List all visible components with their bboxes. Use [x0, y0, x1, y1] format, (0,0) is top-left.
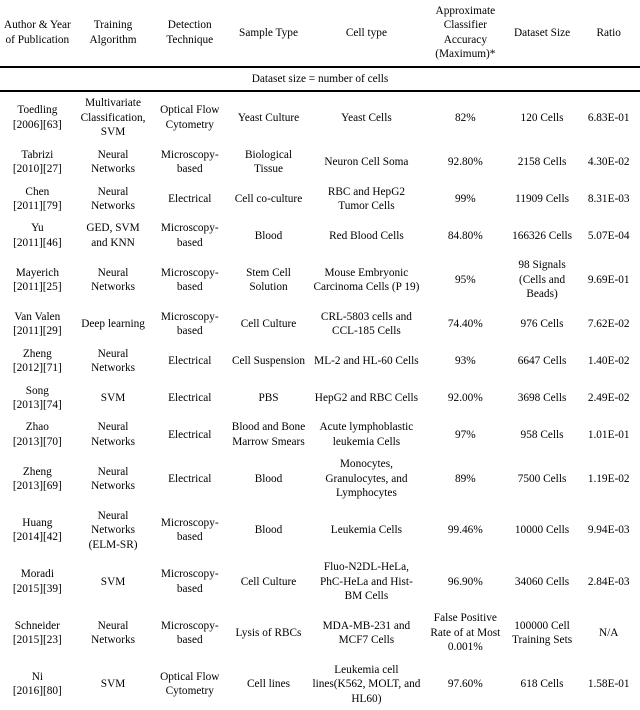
author-refs: [2013][69]: [12, 480, 62, 492]
table-row: [0, 453, 640, 504]
cell-author: [0, 181, 75, 218]
cell-accuracy: 93%: [454, 354, 476, 367]
cell-detection: Microscopy-based: [160, 516, 219, 544]
cell-sample: Blood and Bone Marrow Smears: [231, 421, 306, 448]
table-header: [0, 0, 640, 66]
cell-algorithm: Neural Networks: [91, 266, 136, 294]
author-name: Toedling: [17, 104, 58, 117]
cell-ratio: 7.62E-02: [587, 317, 630, 330]
cell-size: 34060 Cells: [514, 575, 570, 588]
author-name: Ni: [31, 670, 43, 683]
cell-algorithm: Neural Networks: [91, 148, 136, 176]
cell-author: [0, 217, 75, 254]
cell-celltype: Monocytes, Granulocytes, and Lymphocytes: [325, 458, 408, 500]
cell-sample: Stem Cell Solution: [246, 266, 291, 294]
cell-ratio: 1.58E-01: [587, 678, 630, 691]
author-name: Zheng: [22, 347, 52, 360]
cell-ratio: N/A: [598, 626, 619, 639]
header-line: Year of: [5, 19, 71, 46]
cell-ratio: 2.84E-03: [587, 575, 630, 588]
section-label: Dataset size = number of cells: [251, 72, 389, 85]
column-header-cell-type: Cell type: [345, 26, 387, 39]
cell-ratio: 9.94E-03: [587, 524, 630, 537]
header-line: Training: [93, 19, 133, 32]
cell-sample: Cell Culture: [240, 575, 297, 588]
author-refs: [2012][71]: [12, 362, 62, 375]
cell-size: 10000 Cells: [514, 524, 570, 537]
cell-accuracy: False Positive Rate of at Most 0.001%: [430, 612, 501, 654]
cell-size: 120 Cells: [520, 111, 564, 124]
author-refs: [2014][42]: [12, 531, 62, 544]
cell-sample: Cell Culture: [240, 317, 297, 330]
author-refs: [2013][74]: [12, 398, 62, 411]
cell-celltype: Acute lymphoblastic leukemia Cells: [319, 421, 414, 448]
cell-ratio: 1.40E-02: [587, 354, 630, 367]
cell-accuracy: 84.80%: [447, 229, 483, 242]
author-name: Van Valen: [14, 310, 61, 323]
table-row: [0, 380, 640, 417]
cell-detection: Microscopy-based: [160, 148, 219, 176]
author-refs: [2011][79]: [13, 199, 62, 212]
cell-ratio: 4.30E-02: [587, 155, 630, 168]
column-header-accuracy: [424, 0, 507, 66]
cell-accuracy: 97%: [454, 428, 476, 441]
cell-algorithm: Neural Networks: [91, 465, 136, 492]
cell-ratio: 2.49E-02: [587, 391, 630, 404]
author-refs: [2011][46]: [13, 236, 62, 249]
table-row: [0, 306, 640, 343]
cell-algorithm: Multivariate Classification, SVM: [80, 97, 146, 139]
header-line: Author &: [3, 19, 48, 32]
author-refs: [2011][25]: [13, 281, 62, 294]
cell-sample: Blood: [254, 229, 283, 242]
cell-author: [0, 556, 75, 607]
cell-detection: Microscopy-based: [160, 266, 219, 294]
cell-celltype: RBC and HepG2 Tumor Cells: [327, 185, 406, 212]
cell-celltype: Fluo-N2DL-HeLa, PhC-HeLa and Hist-BM Cells: [319, 561, 413, 602]
author-refs: [2010][27]: [12, 163, 62, 176]
cell-celltype: Mouse Embryonic Carcinoma Cells (P 19): [313, 266, 420, 294]
cell-size: 166326 Cells: [512, 229, 573, 242]
cell-ratio: 8.31E-03: [587, 192, 630, 205]
cell-detection: Microscopy-based: [160, 568, 219, 595]
author-name: Moradi: [20, 568, 54, 581]
author-refs: [2015][39]: [12, 582, 62, 595]
cell-detection: Electrical: [168, 428, 212, 441]
cell-algorithm: Neural Networks: [91, 347, 136, 375]
cell-size: 98 Signals (Cells and Beads): [518, 259, 566, 301]
cell-author: [0, 659, 75, 710]
column-header-detection-technique: [151, 0, 228, 66]
author-name: Yu: [31, 222, 44, 235]
author-name: Chen: [25, 185, 50, 198]
cell-algorithm: Deep learning: [81, 317, 145, 330]
author-name: Tabrizi: [21, 148, 54, 161]
cell-celltype: HepG2 and RBC Cells: [314, 391, 419, 404]
author-name: Schneider: [14, 619, 60, 632]
table-row: [0, 343, 640, 380]
author-name: Mayerich: [15, 266, 59, 279]
cell-algorithm: Neural Networks: [91, 421, 136, 448]
section-span-row: [0, 68, 640, 90]
table-row: [0, 254, 640, 305]
cell-sample: Biological Tissue: [244, 148, 293, 176]
column-header-ratio: Ratio: [596, 26, 621, 39]
cell-celltype: Red Blood Cells: [329, 229, 404, 242]
cell-sample: Blood: [254, 472, 283, 485]
cell-ratio: 1.19E-02: [587, 472, 630, 485]
header-line: Classifier: [443, 19, 487, 32]
table-row: [0, 144, 640, 181]
cell-size: 7500 Cells: [517, 472, 567, 485]
cell-accuracy: 89%: [454, 472, 476, 485]
author-name: Song: [25, 384, 49, 397]
cell-sample: Yeast Culture: [237, 111, 300, 124]
cell-ratio: 1.01E-01: [587, 428, 630, 441]
cell-author: [0, 505, 75, 556]
cell-author: [0, 92, 75, 143]
cell-algorithm: Neural Networks (ELM-SR): [88, 509, 138, 551]
table-row: [0, 92, 640, 143]
cell-size: 6647 Cells: [517, 354, 567, 367]
column-header-dataset-size: [507, 0, 578, 66]
cell-algorithm: Neural Networks: [91, 619, 136, 647]
table-row: [0, 556, 640, 607]
header-line: Accuracy: [443, 33, 487, 46]
cell-accuracy: 82%: [454, 111, 476, 124]
column-header-training-algorithm: [75, 0, 152, 66]
cell-accuracy: 99%: [454, 192, 476, 205]
cell-author: [0, 380, 75, 417]
header-line: Approximate: [435, 5, 496, 17]
header-line: Publication: [17, 33, 70, 46]
cell-accuracy: 99.46%: [447, 524, 483, 537]
table-body: [0, 66, 640, 710]
table-row: [0, 659, 640, 710]
cell-celltype: MDA-MB-231 and MCF7 Cells: [322, 619, 411, 647]
header-line: Size: [550, 26, 571, 39]
cell-size: 3698 Cells: [517, 391, 567, 404]
cell-algorithm: SVM: [100, 391, 126, 404]
cell-sample: Cell Suspension: [231, 354, 306, 367]
cell-ratio: 6.83E-01: [587, 111, 630, 124]
cell-detection: Optical Flow Cytometry: [160, 104, 220, 131]
cell-accuracy: 96.90%: [447, 575, 483, 588]
cell-author: [0, 607, 75, 658]
cell-author: [0, 416, 75, 453]
cell-detection: Microscopy-based: [160, 222, 219, 249]
column-header-sample-type: Sample Type: [239, 26, 298, 39]
cell-size: 100000 Cell Training Sets: [511, 619, 573, 647]
table-row: [0, 505, 640, 556]
cell-size: 976 Cells: [520, 317, 564, 330]
cell-ratio: 9.69E-01: [587, 273, 630, 286]
table-row: [0, 416, 640, 453]
column-header-author: [0, 0, 75, 66]
author-refs: [2006][63]: [12, 118, 62, 131]
table-row: [0, 607, 640, 658]
table-row: [0, 181, 640, 218]
cell-author: [0, 144, 75, 181]
cell-size: 2158 Cells: [517, 155, 567, 168]
cell-accuracy: 97.60%: [447, 678, 483, 691]
header-line: Algorithm: [89, 33, 137, 46]
cell-author: [0, 343, 75, 380]
cell-detection: Electrical: [168, 391, 212, 404]
author-refs: [2013][70]: [12, 435, 62, 448]
cell-sample: Cell co-culture: [234, 192, 303, 205]
author-refs: [2015][23]: [12, 634, 62, 647]
cell-accuracy: 92.80%: [447, 155, 483, 168]
cell-celltype: Yeast Cells: [341, 111, 392, 124]
cell-detection: Electrical: [168, 472, 212, 485]
header-line: Technique: [166, 33, 214, 46]
cell-algorithm: SVM: [100, 575, 126, 588]
table-row: [0, 217, 640, 254]
cell-accuracy: 74.40%: [447, 317, 483, 330]
cell-ratio: 5.07E-04: [587, 229, 630, 242]
cell-algorithm: GED, SVM and KNN: [86, 222, 140, 249]
cell-accuracy: 92.00%: [447, 391, 483, 404]
cell-celltype: CRL-5803 cells and CCL-185 Cells: [320, 310, 412, 338]
cell-celltype: Leukemia Cells: [330, 524, 403, 537]
cell-sample: Lysis of RBCs: [235, 626, 302, 639]
cell-size: 11909 Cells: [515, 192, 569, 205]
cell-sample: PBS: [258, 391, 279, 404]
cell-detection: Microscopy-based: [160, 619, 219, 647]
header-line: Dataset: [513, 26, 548, 39]
cell-detection: Microscopy-based: [160, 310, 219, 338]
author-name: Zheng: [22, 465, 52, 478]
author-refs: [2011][29]: [13, 325, 62, 338]
cell-algorithm: SVM: [100, 678, 126, 691]
cell-sample: Cell lines: [247, 678, 290, 691]
cell-celltype: Neuron Cell Soma: [324, 155, 409, 168]
cell-algorithm: Neural Networks: [91, 185, 136, 212]
cell-detection: Optical Flow Cytometry: [160, 670, 220, 698]
cell-accuracy: 95%: [454, 273, 476, 286]
cell-author: [0, 254, 75, 305]
author-name: Zhao: [25, 421, 49, 434]
header-line: Detection: [167, 19, 212, 32]
cell-author: [0, 453, 75, 504]
cell-celltype: ML-2 and HL-60 Cells: [314, 354, 419, 367]
header-line: (Maximum)*: [435, 48, 496, 61]
cell-size: 618 Cells: [520, 678, 564, 691]
author-refs: [2016][80]: [12, 685, 62, 698]
author-name: Huang: [22, 516, 53, 529]
cell-size: 958 Cells: [520, 428, 564, 441]
cell-author: [0, 306, 75, 343]
cell-detection: Electrical: [168, 192, 212, 205]
cell-sample: Blood: [254, 524, 283, 537]
header-row: [0, 0, 640, 66]
cell-celltype: Leukemia cell lines(K562, MOLT, and HL60): [312, 663, 421, 705]
cell-detection: Electrical: [168, 354, 212, 367]
